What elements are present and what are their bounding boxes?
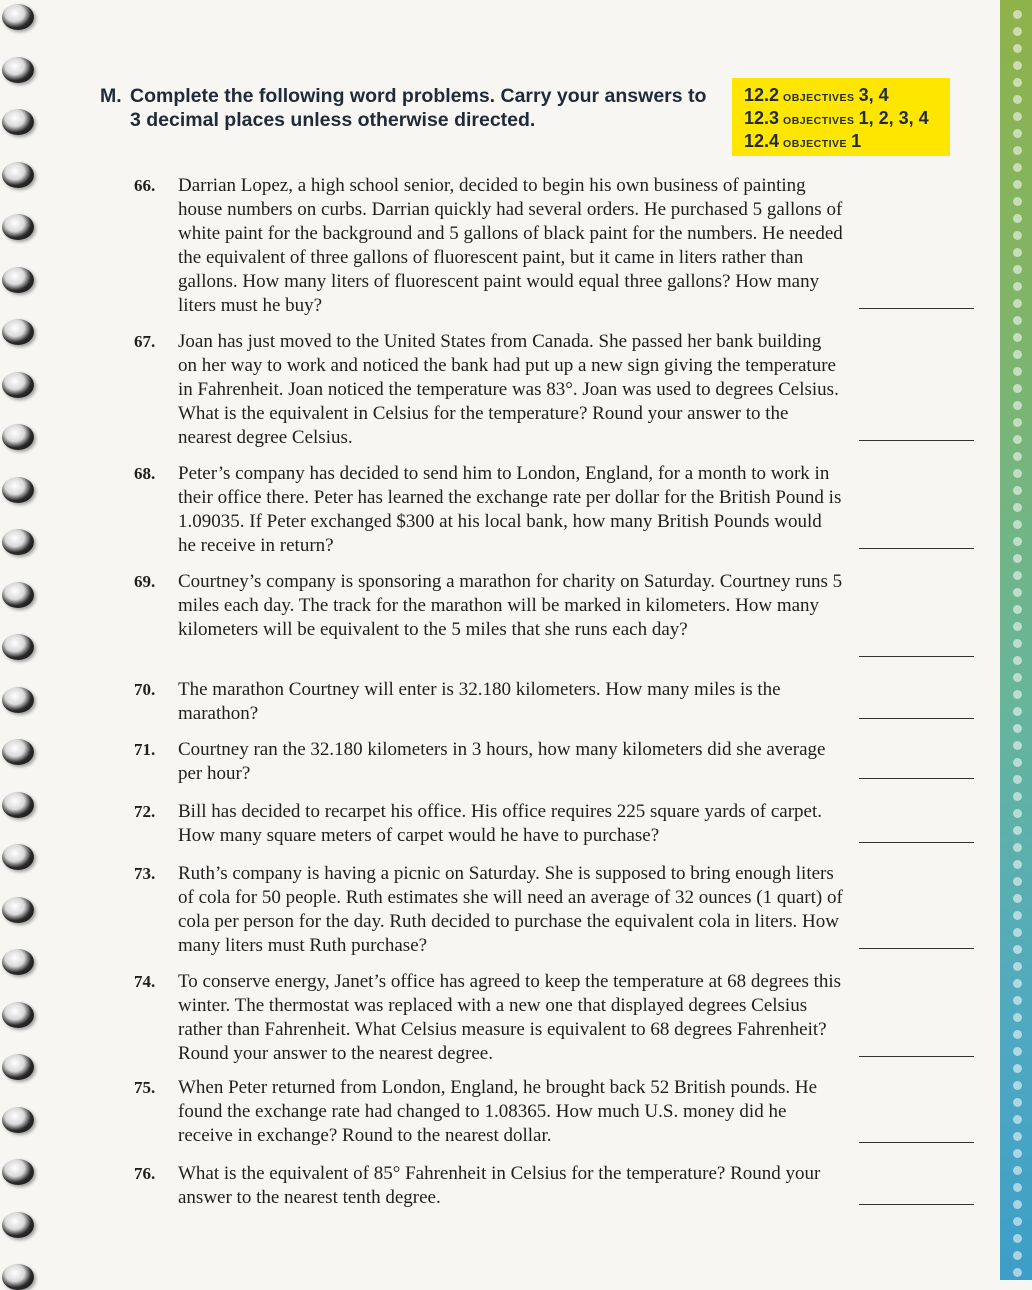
problem-text: To conserve energy, Janet’s office has agreed to keep the temperature at 68 degrees this winter. The thermostat was replaced with a new one that displayed degrees Celsius rather than Fahrenheit. What Celsius measure is equivalent to 68 degrees Fahrenheit? Round your answer to the nearest degree. [178,971,842,1064]
objective-label: OBJECTIVE [783,138,848,150]
stripe-dot [1013,1098,1022,1107]
stripe-dot [1013,231,1022,240]
stripe-dot [1013,486,1022,495]
stripe-dot [1013,758,1022,767]
stripe-dot [1013,962,1022,971]
stripe-dot [1013,1217,1022,1226]
stripe-dot [1013,1013,1022,1022]
stripe-dot [1013,690,1022,699]
stripe-dot [1013,622,1022,631]
answer-line[interactable] [859,1142,974,1143]
spiral-ring [2,267,34,293]
problem-text: Peter’s company has decided to send him to London, England, for a month to work in their office there. Peter has learned the exchange rate per dollar for the British Pound is 1.09035. If Peter exchanged $300 at his local bank, how many British Pounds would he receive in return? [178,463,842,556]
objective-section: 12.4 [744,131,780,151]
problem-number: 75. [134,1078,156,1097]
spiral-ring [2,57,34,83]
stripe-dot [1013,639,1022,648]
spiral-ring [2,1212,34,1238]
stripe-dot [1013,945,1022,954]
stripe-dot [1013,503,1022,512]
stripe-dot [1013,350,1022,359]
problem-text: Bill has decided to recarpet his office. His office requires 225 square yards of carpet. How many square meters of carpet would he have to purchase? [178,801,823,846]
stripe-dot [1013,10,1022,19]
stripe-dot [1013,1132,1022,1141]
stripe-dot [1013,197,1022,206]
spiral-ring [2,477,34,503]
problem-number: 74. [134,972,156,991]
stripe-dot [1013,1149,1022,1158]
stripe-dot [1013,282,1022,291]
objective-section: 12.2 [744,85,780,105]
page-edge-color-stripe [1000,0,1032,1280]
spiral-ring [2,109,34,135]
stripe-dot [1013,61,1022,70]
section-instructions [100,84,730,132]
spiral-ring [2,424,34,450]
section-letter: M. [100,85,122,107]
stripe-dot [1013,1030,1022,1039]
answer-line[interactable] [859,548,974,549]
problem-number: 68. [134,464,156,483]
stripe-dot [1013,1234,1022,1243]
stripe-dot [1013,333,1022,342]
stripe-dot [1013,27,1022,36]
answer-line[interactable] [859,1056,974,1057]
stripe-dot [1013,741,1022,750]
stripe-dot [1013,996,1022,1005]
problem-text: When Peter returned from London, England, he brought back 52 British pounds. He found the exchange rate had changed to 1.08365. How much U.S. money did he receive in exchange? Round to the nearest dollar. [178,1077,817,1146]
stripe-dot [1013,1064,1022,1073]
stripe-dot [1013,248,1022,257]
spiral-ring [2,634,34,660]
spiral-ring [2,1054,34,1080]
stripe-dot [1013,401,1022,410]
objective-numbers: 1, 2, 3, 4 [858,108,929,128]
answer-line[interactable] [859,778,974,779]
answer-line[interactable] [859,308,974,309]
objective-row [744,84,950,107]
problem-number: 76. [134,1164,156,1183]
stripe-dot [1013,707,1022,716]
objectives-box [732,78,950,156]
stripe-dot [1013,1268,1022,1277]
stripe-dot [1013,129,1022,138]
stripe-dot [1013,435,1022,444]
stripe-dot [1013,792,1022,801]
stripe-dot [1013,537,1022,546]
answer-line[interactable] [859,718,974,719]
problem-text: The marathon Courtney will enter is 32.180 kilometers. How many miles is the marathon? [178,679,781,724]
instructions-line-2: 3 decimal places unless otherwise directed. [130,109,536,131]
spiral-ring [2,372,34,398]
stripe-dot [1013,571,1022,580]
problem-text: Joan has just moved to the United States from Canada. She passed her bank building on her way to work and noticed the bank had put up a new sign giving the temperature in Fahrenheit. Joan noticed the temperature was 83°. Joan was used to degrees Celsius. What is the equivalent in Celsius for the temperature? Round your answer to the nearest degree Celsius. [178,331,839,448]
spiral-ring [2,582,34,608]
stripe-dot [1013,894,1022,903]
stripe-dot [1013,877,1022,886]
objective-row [744,107,950,130]
problem-text: Darrian Lopez, a high school senior, decided to begin his own business of painting house numbers on curbs. Darrian quickly had several orders. He purchased 5 gallons of white paint for the background and 5 gallons of black paint for the numbers. He needed the equivalent of three gallons of fluorescent paint, but it came in liters rather than gallons. How many liters of fluorescent paint would equal three gallons? How many liters must he buy? [178,175,843,316]
spiral-binding [0,0,44,1280]
stripe-dot [1013,180,1022,189]
stripe-dot [1013,979,1022,988]
stripe-dot [1013,44,1022,53]
problem-text: Courtney ran the 32.180 kilometers in 3 hours, how many kilometers did she average per hour? [178,739,826,784]
stripe-dot [1013,214,1022,223]
stripe-dot [1013,299,1022,308]
stripe-dot [1013,843,1022,852]
spiral-ring [2,949,34,975]
stripe-dot [1013,724,1022,733]
stripe-dot [1013,1115,1022,1124]
spiral-ring [2,1159,34,1185]
spiral-ring [2,162,34,188]
objective-label: OBJECTIVES [783,92,855,104]
objective-section: 12.3 [744,108,780,128]
answer-line[interactable] [859,1204,974,1205]
stripe-dot [1013,1047,1022,1056]
stripe-dot [1013,656,1022,665]
problem-number: 66. [134,176,156,195]
problem-text: What is the equivalent of 85° Fahrenheit in Celsius for the temperature? Round your answer to the nearest tenth degree. [178,1163,821,1208]
stripe-dot [1013,265,1022,274]
stripe-dot [1013,860,1022,869]
spiral-ring [2,739,34,765]
stripe-dot [1013,588,1022,597]
stripe-dot [1013,928,1022,937]
objective-label: OBJECTIVES [783,115,855,127]
stripe-dot [1013,1200,1022,1209]
spiral-ring [2,687,34,713]
spiral-ring [2,319,34,345]
problem-number: 70. [134,680,156,699]
answer-line[interactable] [859,842,974,843]
stripe-dot [1013,1166,1022,1175]
problem-number: 73. [134,864,156,883]
stripe-dot [1013,367,1022,376]
stripe-dot [1013,469,1022,478]
stripe-dot [1013,1251,1022,1260]
stripe-dot [1013,95,1022,104]
stripe-dot [1013,418,1022,427]
objective-numbers: 1 [851,131,862,151]
problem-text: Ruth’s company is having a picnic on Saturday. She is supposed to bring enough liters of cola for 50 people. Ruth estimates she will need an average of 32 ounces (1 quart) of cola per person for the day. Ruth decided to purchase the equivalent cola in liters. How many liters must Ruth purchase? [178,863,843,956]
answer-line[interactable] [859,440,974,441]
stripe-dot [1013,163,1022,172]
stripe-dot [1013,826,1022,835]
problem-number: 72. [134,802,156,821]
spiral-ring [2,4,34,30]
answer-line[interactable] [859,948,974,949]
stripe-dot [1013,911,1022,920]
stripe-dot [1013,673,1022,682]
stripe-dot [1013,452,1022,461]
stripe-dot [1013,520,1022,529]
stripe-dot [1013,1183,1022,1192]
problem-number: 69. [134,572,156,591]
spiral-ring [2,792,34,818]
problem-number: 71. [134,740,156,759]
stripe-dot [1013,384,1022,393]
instructions-line-1: Complete the following word problems. Carry your answers to [130,85,707,107]
stripe-dot [1013,146,1022,155]
stripe-dot [1013,554,1022,563]
stripe-dot [1013,316,1022,325]
spiral-ring [2,1264,34,1290]
spiral-ring [2,1002,34,1028]
stripe-dot [1013,605,1022,614]
spiral-ring [2,1107,34,1133]
objective-row [744,130,950,153]
stripe-dot [1013,775,1022,784]
spiral-ring [2,529,34,555]
stripe-dot [1013,809,1022,818]
answer-line[interactable] [859,656,974,657]
spiral-ring [2,214,34,240]
stripe-dot [1013,112,1022,121]
problem-text: Courtney’s company is sponsoring a marathon for charity on Saturday. Courtney runs 5 miles each day. The track for the marathon will be marked in kilometers. How many kilometers will be equivalent to the 5 miles that she runs each day? [178,571,843,640]
stripe-dot [1013,78,1022,87]
problem-number: 67. [134,332,156,351]
spiral-ring [2,844,34,870]
objective-numbers: 3, 4 [858,85,889,105]
spiral-ring [2,897,34,923]
stripe-dot [1013,1081,1022,1090]
